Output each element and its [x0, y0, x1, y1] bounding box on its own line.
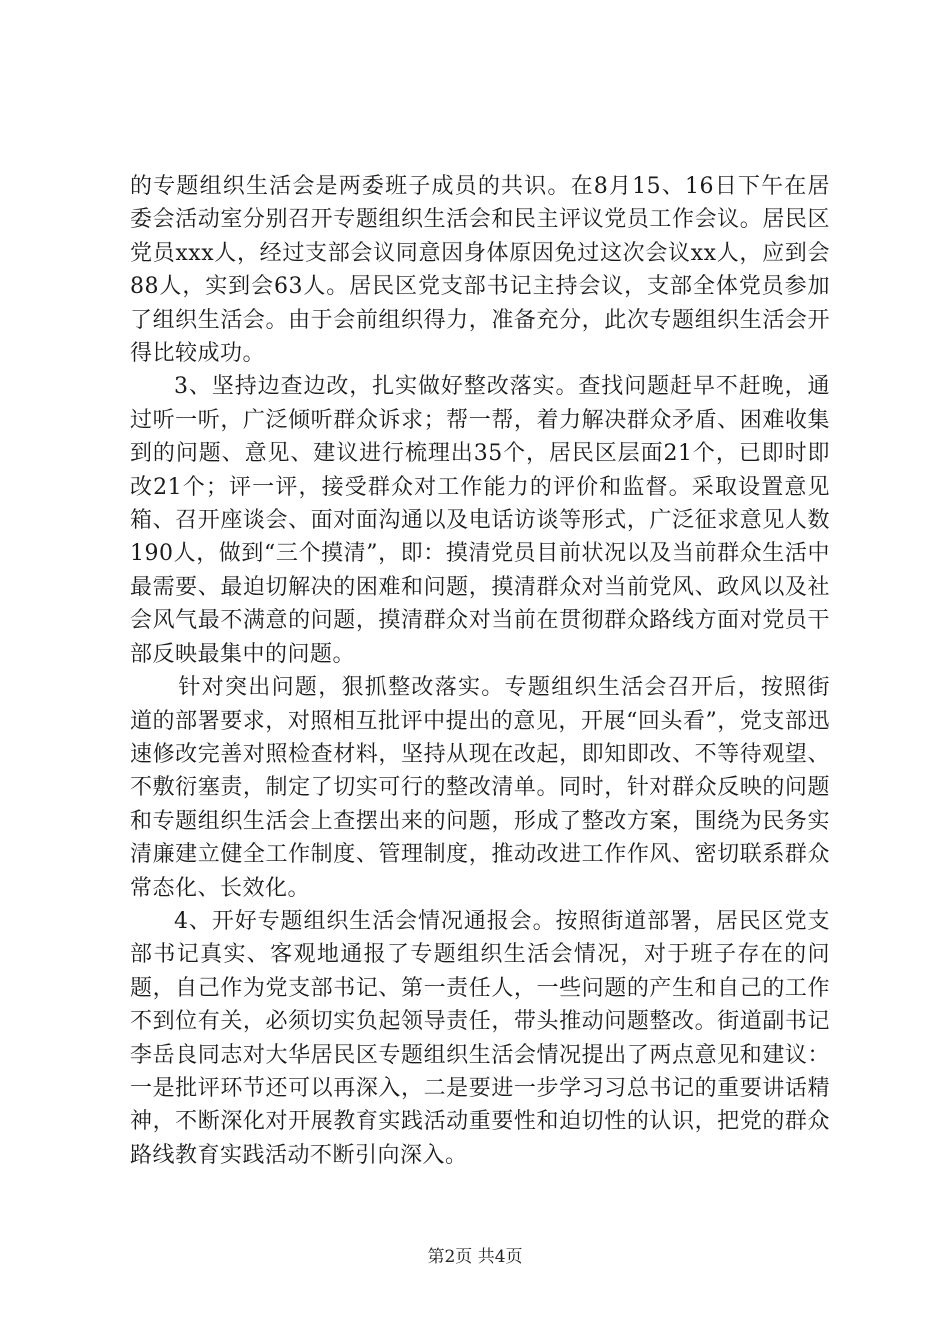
document-body [130, 170, 830, 1172]
page-footer: 第2页 共4页 [427, 1247, 523, 1267]
paragraph-continuation: 的专题组织生活会是两委班子成员的共识。在8月15、16日下午在居委会活动室分别召开专题组织生活会和民主评议党员工作会议。居民区党员xxx人，经过支部会议同意因身体原因免过这次会议xx人，应到会88人，实到会63人。居民区党支部书记主持会议，支部全体党员参加了组织生活会。由于会前组织得力，准备充分，此次专题组织生活会开得比较成功。 [130, 174, 830, 367]
paragraph-rectification: 针对突出问题，狠抓整改落实。专题组织生活会召开后，按照街道的部署要求，对照相互批评中提出的意见，开展“回头看”，党支部迅速修改完善对照检查材料，坚持从现在改起，即知即改、不等待观望、不敷衍塞责，制定了切实可行的整改清单。同时，针对群众反映的问题和专题组织生活会上查摆出来的问题，形成了整改方案，围绕为民务实清廉建立健全工作制度、管理制度，推动改进工作作风、密切联系群众常态化、长效化。 [130, 675, 830, 901]
paragraph-item-3: 3、坚持边查边改，扎实做好整改落实。查找问题赶早不赶晚，通过听一听，广泛倾听群众诉求；帮一帮，着力解决群众矛盾、困难收集到的问题、意见、建议进行梳理出35个，居民区层面21个，已即时即改21个；评一评，接受群众对工作能力的评价和监督。采取设置意见箱、召开座谈会、面对面沟通以及电话访谈等形式，广泛征求意见人数190人，做到“三个摸清”，即：摸清党员目前状况以及当前群众生活中最需要、最迫切解决的困难和问题，摸清群众对当前党风、政风以及社会风气最不满意的问题，摸清群众对当前在贯彻群众路线方面对党员干部反映最集中的问题。 [130, 374, 830, 667]
paragraph-item-4: 4、开好专题组织生活会情况通报会。按照街道部署，居民区党支部书记真实、客观地通报了专题组织生活会情况，对于班子存在的问题，自己作为党支部书记、第一责任人，一些问题的产生和自己的工作不到位有关，必须切实负起领导责任，带头推动问题整改。街道副书记李岳良同志对大华居民区专题组织生活会情况提出了两点意见和建议：一是批评环节还可以再深入，二是要进一步学习习总书记的重要讲话精神，不断深化对开展教育实践活动重要性和迫切性的认识，把党的群众路线教育实践活动不断引向深入。 [130, 908, 830, 1168]
